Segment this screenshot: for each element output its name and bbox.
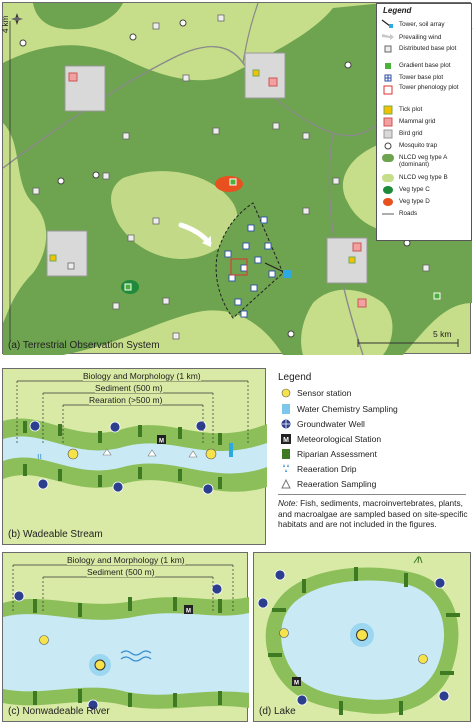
riparian-icon bbox=[280, 449, 292, 459]
bird-grid bbox=[245, 53, 285, 98]
legend-label: Mosquito trap bbox=[399, 142, 438, 149]
distributed-plot-icon bbox=[382, 45, 394, 53]
mosquito-trap-icon bbox=[382, 142, 394, 150]
panel-d-caption: (d) Lake bbox=[259, 706, 296, 717]
sensor-station-icon bbox=[280, 388, 292, 398]
legend-label: Tower phenology plot bbox=[399, 84, 459, 91]
bird-grid bbox=[47, 231, 87, 276]
legend-divider bbox=[278, 494, 466, 495]
mammal-grid-icon bbox=[382, 118, 394, 126]
svg-text:M: M bbox=[294, 680, 299, 687]
mammal-grid bbox=[353, 243, 361, 251]
north-compass-icon bbox=[11, 13, 23, 25]
sensor-station-icon bbox=[40, 636, 49, 645]
water-chemistry-icon bbox=[280, 404, 292, 414]
reaeration-drip-icon: ıı bbox=[37, 451, 43, 461]
note-label: Note: bbox=[278, 498, 298, 508]
aquatic-legend-label: Water Chemistry Sampling bbox=[297, 404, 398, 414]
legend-title: Legend bbox=[383, 6, 412, 15]
gradient-plot-icon bbox=[382, 62, 394, 70]
stream-label-biology: Biology and Morphology (1 km) bbox=[83, 371, 201, 381]
river-label-sediment: Sediment (500 m) bbox=[87, 567, 155, 577]
legend-label: Mammal grid bbox=[399, 118, 436, 125]
reaeration-drip-icon bbox=[280, 464, 292, 474]
gradient-plot bbox=[230, 179, 236, 185]
lake-panel bbox=[253, 552, 471, 722]
tower-base-plot-icon bbox=[382, 74, 394, 82]
gradient-plot bbox=[125, 284, 131, 290]
legend-label: Roads bbox=[399, 210, 418, 217]
y-axis-label: 4 km bbox=[1, 15, 10, 33]
gradient-plot bbox=[434, 293, 440, 299]
legend-label: Gradient base plot bbox=[399, 62, 451, 69]
mammal-grid bbox=[69, 73, 77, 81]
legend-label: Veg type C bbox=[399, 186, 430, 193]
aquatic-legend bbox=[274, 368, 470, 548]
svg-text:M: M bbox=[159, 438, 164, 445]
tower-icon bbox=[382, 20, 394, 28]
sensor-station-icon bbox=[206, 449, 216, 459]
veg-c-icon bbox=[382, 186, 394, 194]
legend-label: Tower, soil array bbox=[399, 21, 445, 28]
stream-panel bbox=[2, 368, 266, 545]
sensor-station-icon bbox=[68, 449, 78, 459]
tick-plot bbox=[253, 70, 259, 76]
wind-arrow-icon bbox=[382, 32, 394, 40]
legend-label: Prevailing wind bbox=[399, 34, 442, 41]
aquatic-legend-label: Groundwater Well bbox=[297, 419, 365, 429]
mammal-grid bbox=[358, 299, 366, 307]
aquatic-legend-label: Meteorological Station bbox=[297, 434, 382, 444]
aquatic-legend-label: Riparian Assessment bbox=[297, 449, 377, 459]
stream-label-reaeration: Rearation (>500 m) bbox=[89, 395, 163, 405]
legend-label: Tick plot bbox=[399, 106, 423, 113]
river-panel bbox=[2, 552, 248, 722]
legend-label: Bird grid bbox=[399, 130, 423, 137]
reaeration-sampling-icon bbox=[280, 479, 292, 489]
legend-label: NLCD veg type B bbox=[399, 174, 448, 181]
phenology-plot-icon bbox=[382, 86, 394, 94]
grass-icon bbox=[414, 556, 422, 563]
panel-b-caption: (b) Wadeable Stream bbox=[8, 529, 103, 540]
veg-d-patch bbox=[215, 176, 243, 192]
sensor-station-icon bbox=[357, 630, 368, 641]
river-diagram bbox=[3, 553, 249, 723]
veg-a-patch-top bbox=[33, 3, 123, 29]
veg-a-icon bbox=[382, 154, 394, 162]
river-channel bbox=[3, 613, 249, 695]
bird-grid-icon bbox=[382, 130, 394, 138]
river-label-biology: Biology and Morphology (1 km) bbox=[67, 555, 185, 565]
svg-text:M: M bbox=[186, 608, 191, 615]
panel-c-caption: (c) Nonwadeable River bbox=[8, 706, 110, 717]
groundwater-well-icon bbox=[280, 419, 292, 429]
mammal-grid bbox=[269, 78, 277, 86]
tower-icon bbox=[283, 270, 291, 278]
scale-label: 5 km bbox=[433, 329, 452, 339]
lake-diagram bbox=[254, 553, 472, 723]
note-text: Fish, sediments, macroinvertebrates, plants, and macroalgae are sampled based on site-specific habitats and are not included in the figures. bbox=[278, 498, 468, 529]
sensor-station-icon bbox=[95, 660, 105, 670]
legend-label: NLCD veg type A (dominant) bbox=[399, 154, 447, 168]
aquatic-legend-title: Legend bbox=[278, 372, 312, 383]
svg-text:M: M bbox=[283, 437, 289, 444]
veg-b-icon bbox=[382, 174, 394, 182]
tick-plot bbox=[349, 257, 355, 263]
aquatic-legend-label: Reaeration Drip bbox=[297, 464, 357, 474]
aquatic-legend-label: Reaeration Sampling bbox=[297, 479, 377, 489]
sensor-station-icon bbox=[280, 629, 289, 638]
aquatic-note bbox=[278, 498, 468, 530]
aquatic-legend-label: Sensor station bbox=[297, 388, 352, 398]
water-chemistry-icon bbox=[229, 443, 233, 457]
road-icon bbox=[382, 210, 394, 218]
stream-label-sediment: Sediment (500 m) bbox=[95, 383, 163, 393]
tick-plot bbox=[50, 255, 56, 261]
legend-label: Veg type D bbox=[399, 198, 430, 205]
panel-a-caption: (a) Terrestrial Observation System bbox=[8, 340, 160, 351]
met-station-icon bbox=[280, 434, 292, 444]
legend-label: Distributed base plot bbox=[399, 45, 457, 52]
legend-label: Tower base plot bbox=[399, 74, 444, 81]
veg-d-icon bbox=[382, 198, 394, 206]
tick-plot-icon bbox=[382, 106, 394, 114]
terrestrial-legend bbox=[376, 3, 472, 241]
sensor-station-icon bbox=[419, 655, 428, 664]
terrestrial-panel bbox=[2, 2, 471, 354]
